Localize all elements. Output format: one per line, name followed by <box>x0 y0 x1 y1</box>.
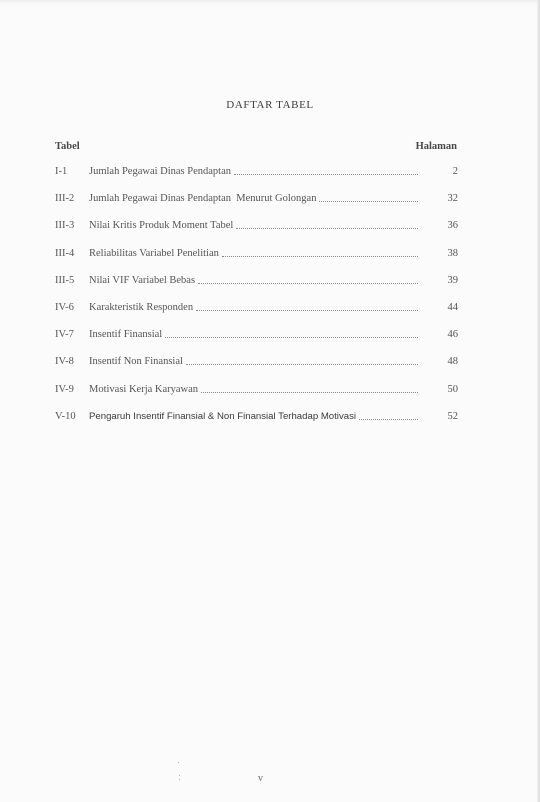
page-number: 2 <box>452 166 458 177</box>
toc-row <box>55 384 458 411</box>
page-number: 32 <box>447 193 458 205</box>
table-title: Nilai Kritis Produk Moment Tabel <box>89 220 234 232</box>
column-header-halaman: Halaman <box>415 141 457 152</box>
toc-row <box>55 248 458 275</box>
table-number: IV-8 <box>55 356 74 368</box>
dot-leader <box>222 256 418 257</box>
table-number: I-1 <box>55 166 68 177</box>
dot-leader <box>359 419 418 420</box>
page-number: 48 <box>447 356 458 368</box>
table-title: Pengaruh Insentif Finansial & Non Finansial Terhadap Motivasi <box>89 410 356 422</box>
toc-row <box>55 166 458 193</box>
table-number: IV-7 <box>55 329 74 341</box>
table-entry <box>89 248 422 259</box>
table-number: III-4 <box>55 247 75 259</box>
scan-speck <box>178 762 179 763</box>
dot-leader <box>186 364 418 365</box>
page-number: 50 <box>447 383 458 395</box>
table-title: Insentif Non Finansial <box>89 356 183 368</box>
dot-leader <box>234 174 418 175</box>
dot-leader <box>201 392 418 393</box>
page-title: DAFTAR TABEL <box>226 99 314 111</box>
table-entry <box>89 275 422 286</box>
scan-speck <box>179 779 180 780</box>
table-entry <box>89 302 422 313</box>
table-title: Jumlah Pegawai Dinas Pendaptan Menurut Golongan <box>89 193 317 205</box>
table-entry <box>89 411 422 422</box>
toc-row <box>55 302 458 329</box>
dot-leader <box>236 228 418 229</box>
table-number: IV-6 <box>55 301 74 313</box>
dot-leader <box>196 310 418 311</box>
toc-row <box>55 329 458 356</box>
table-entry <box>89 329 422 340</box>
toc-row <box>55 275 458 302</box>
table-number: V-10 <box>55 410 76 422</box>
table-number: III-3 <box>55 220 75 232</box>
page-number: 52 <box>447 410 458 422</box>
page-folio: v <box>258 773 263 784</box>
table-number: IV-9 <box>55 383 74 395</box>
scan-edge-top <box>0 0 540 4</box>
table-title: Insentif Finansial <box>89 329 163 341</box>
table-number: III-5 <box>55 274 75 286</box>
table-entry <box>89 166 422 177</box>
page-number: 38 <box>447 247 458 259</box>
table-title: Reliabilitas Variabel Penelitian <box>89 247 219 259</box>
table-entry <box>89 193 422 204</box>
toc-row <box>55 356 458 383</box>
table-entry <box>89 220 422 231</box>
table-of-tables <box>55 166 458 438</box>
page-number: 36 <box>447 220 458 232</box>
dot-leader <box>198 283 418 284</box>
table-title: Motivasi Kerja Karyawan <box>89 383 199 395</box>
toc-row <box>55 411 458 438</box>
table-title: Nilai VIF Variabel Bebas <box>89 274 196 286</box>
table-title: Jumlah Pegawai Dinas Pendaptan <box>89 166 232 177</box>
page-number: 46 <box>447 329 458 341</box>
dot-leader <box>319 201 418 202</box>
page-number: 44 <box>447 301 458 313</box>
table-entry <box>89 356 422 367</box>
page-number: 39 <box>447 274 458 286</box>
table-entry <box>89 384 422 395</box>
toc-row <box>55 220 458 247</box>
table-title: Karakteristik Responden <box>89 301 194 313</box>
scan-speck <box>179 775 180 776</box>
toc-row <box>55 193 458 220</box>
column-header-tabel: Tabel <box>55 141 80 152</box>
table-number: III-2 <box>55 193 75 205</box>
dot-leader <box>165 337 418 338</box>
